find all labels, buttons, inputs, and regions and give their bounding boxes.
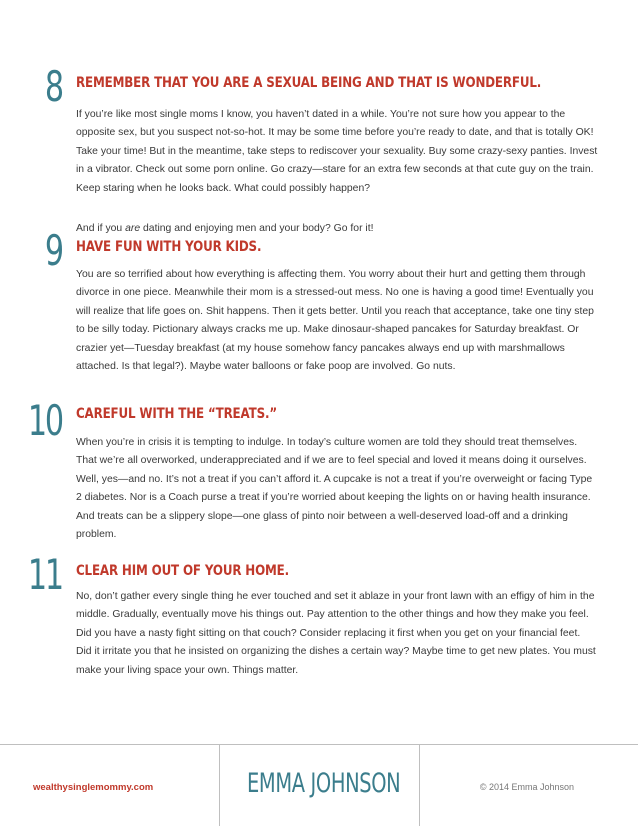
tip-number: 8 <box>44 62 62 111</box>
tip-number: 9 <box>44 226 62 275</box>
tip-heading: CLEAR HIM OUT OF YOUR HOME. <box>76 563 289 579</box>
footer-copyright: © 2014 Emma Johnson <box>479 782 574 792</box>
footer-divider-left <box>219 744 220 826</box>
tip-paragraph: You are so terrified about how everything is affecting them. You worry about their hurt and getting them through divorce in one piece. Meanwhile their mom is a stressed-out mess. No one is having a good time! Eventually you will realize that life goes on. Shit happens. Then it gets better. Until you reach that acceptance, take one tiny step to be silly today. Pictionary always cracks me up. Make dinosaur-shaped pancakes for Saturday breakfast. Or crazier yet—Tuesday breakfast (at my house somehow fancy pancakes always end up with marshmallows attached. Is that legal?). Maybe water balloons or fake poop are involved. Go nuts. <box>76 269 594 373</box>
tip-paragraph: When you’re in crisis it is tempting to indulge. In today’s culture women are told they should treat themselves. That we’re all overworked, underappreciated and if we are to feel special and loved it means doing it ourselves. Well, yes—and no. It’s not a treat if you can’t afford it. A cupcake is not a treat if you’re overweight or facing Type 2 diabetes. Nor is a Coach purse a treat if you’re worried about keeping the lights on or having health insurance. And treats can be a slippery slope—one glass of pinto noir between a well-deserved load-off and a drinking problem. <box>76 437 593 541</box>
footer-brand-logo: EMMA JOHNSON <box>247 768 401 799</box>
tip-paragraph: If you’re like most single moms I know, you haven’t dated in a while. You’re not sure how you appear to the opposite sex, but you suspect not-so-hot. It may be some time before you’re ready to date, and that is totally OK! Take your time! But in the meantime, take steps to rediscover your sexuality. Buy some crazy-sexy panties. Invest in a vibrator. Check out some porn online. Go crazy—stare for an extra few seconds at that cute guy on the train. Keep staring when he looks back. What could possibly happen? <box>76 109 598 194</box>
tip-number: 10 <box>27 396 62 445</box>
tip-heading: CAREFUL WITH THE “TREATS.” <box>76 406 277 422</box>
tip-paragraph: And if you are dating and enjoying men and your body? Go for it! <box>76 223 374 234</box>
tip-number: 11 <box>27 550 62 599</box>
footer-website-link[interactable]: wealthysinglemommy.com <box>33 782 154 793</box>
tip-heading: HAVE FUN WITH YOUR KIDS. <box>76 239 262 255</box>
footer-divider <box>0 744 638 745</box>
footer-divider-right <box>419 744 420 826</box>
tip-heading: REMEMBER THAT YOU ARE A SEXUAL BEING AND THAT IS WONDERFUL. <box>76 75 542 91</box>
tip-paragraph: No, don’t gather every single thing he ever touched and set it ablaze in your front lawn with an effigy of him in the middle. Gradually, eventually move his things out. Pay attention to the other things and how they make you feel. Did you have a nasty fight sitting on that couch? Consider replacing it first when you get on your financial feet. Did it irritate you that he insisted on organizing the dishes a certain way? Maybe time to get new plates. You must make your living space your own. Things matter. <box>76 591 596 676</box>
